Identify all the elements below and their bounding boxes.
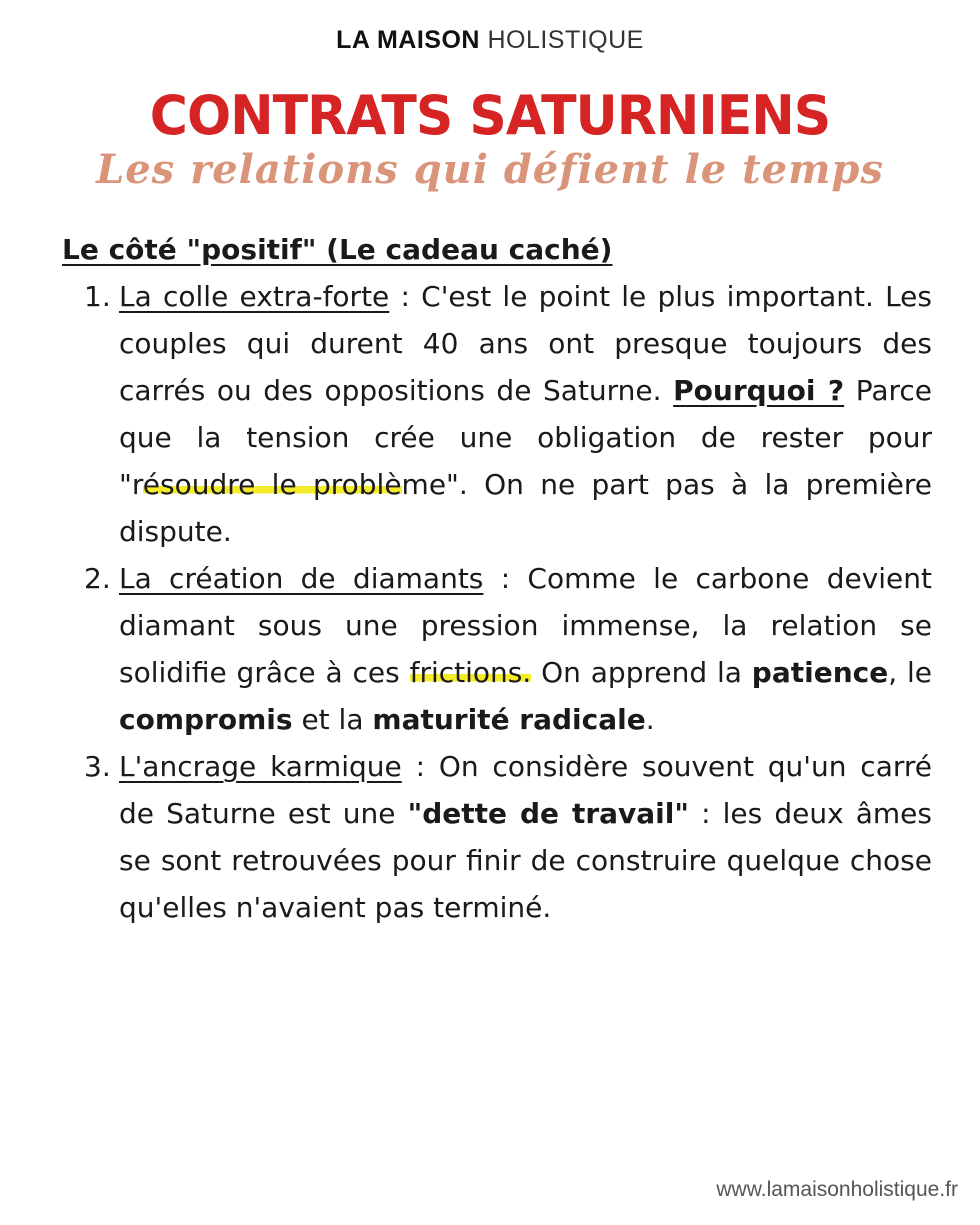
website-url: www.lamaisonholistique.fr	[716, 1178, 958, 1201]
item-label: La colle extra-forte	[119, 280, 390, 313]
bold-term: maturité radicale	[372, 703, 646, 736]
bold-term: "dette de travail"	[407, 797, 689, 830]
item-text: , le	[888, 656, 933, 689]
list-item-diamants	[62, 555, 932, 743]
item-label: La création de diamants	[119, 562, 484, 595]
item-text: : On considère souvent qu'un carré de Saturne est une	[119, 750, 932, 830]
brand-name-bold: LA MAISON	[336, 26, 480, 54]
item-number: 1.	[84, 280, 111, 313]
points-list	[62, 273, 932, 931]
brand-name-light: HOLISTIQUE	[487, 26, 644, 54]
item-text: : C'est le point le plus important. Les couples qui durent 40 ans ont presque toujours des carrés ou des oppositions de Saturne.	[119, 280, 932, 407]
item-number: 3.	[84, 750, 111, 783]
page-title: CONTRATS SATURNIENS	[149, 84, 831, 148]
section-heading: Le côté "positif" (Le cadeau caché)	[62, 233, 613, 266]
item-label: L'ancrage karmique	[119, 750, 402, 783]
bold-term: patience	[751, 656, 889, 689]
list-item-colle	[62, 273, 932, 555]
item-text: me". On ne part pas à la première dispute.	[119, 468, 932, 548]
item-text: Parce que la tension crée une obligation de rester pour "r	[119, 374, 932, 501]
item-text: On apprend la	[531, 656, 752, 689]
bold-term: compromis	[119, 703, 293, 736]
item-bold-label: Pourquoi ?	[673, 374, 845, 407]
main-content	[62, 226, 932, 931]
list-item-ancrage	[62, 743, 932, 931]
item-number: 2.	[84, 562, 111, 595]
page-subtitle: Les relations qui défient le temps	[96, 146, 884, 193]
item-text: : les deux âmes se sont retrouvées pour finir de construire quelque chose qu'elles n'avaient pas terminé.	[119, 797, 932, 924]
brand-logo	[0, 26, 980, 55]
item-text: : Comme le carbone devient diamant sous une pression immense, la relation se solidifie grâce à ces	[119, 562, 932, 689]
item-text: .	[645, 703, 655, 736]
item-text: et la	[292, 703, 373, 736]
highlighted-text: frictions.	[409, 656, 532, 689]
highlighted-text: ésoudre le problè	[142, 468, 402, 501]
